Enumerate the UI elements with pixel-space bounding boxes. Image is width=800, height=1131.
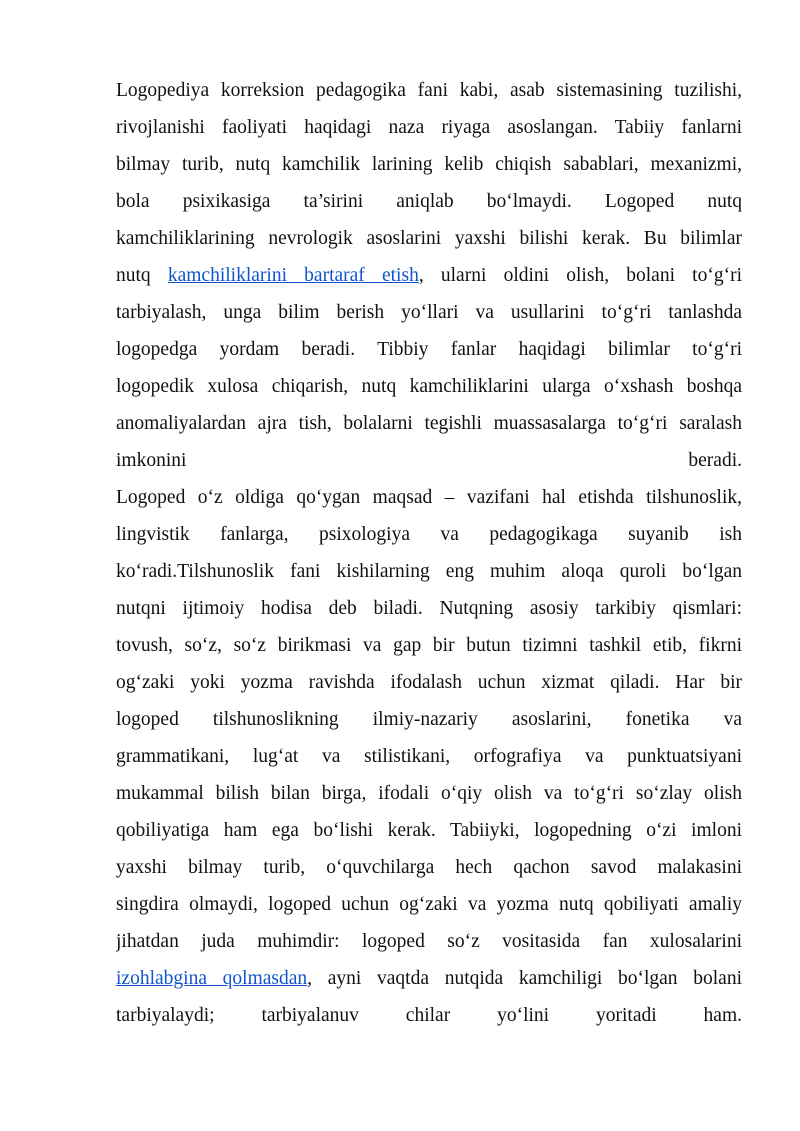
paragraph-1-line-4: bola psixikasiga ta’sirini aniqlab bo‘lmaydi. Logoped nutq bbox=[116, 191, 742, 212]
paragraph-2-line-4: nutqni ijtimoiy hodisa deb biladi. Nutqning asosiy tarkibiy qismlari: bbox=[116, 598, 742, 619]
paragraph-2-line-6: og‘zaki yoki yozma ravishda ifodalash uchun xizmat qiladi. Har bir bbox=[116, 672, 742, 693]
paragraph-2-line-13: jihatdan juda muhimdir: logoped so‘z vositasida fan xulosalarini bbox=[116, 931, 742, 952]
paragraph-2-line-15: tarbiyalaydi; tarbiyalanuv chilar yo‘lini yoritadi ham. bbox=[116, 1005, 742, 1026]
document-body bbox=[116, 72, 742, 1034]
paragraph-2-line-9: mukammal bilish bilan birga, ifodali o‘qiy olish va to‘g‘ri so‘zlay olish bbox=[116, 783, 742, 804]
paragraph-2-line-7: logoped tilshunoslikning ilmiy-nazariy asoslarini, fonetika va bbox=[116, 709, 742, 730]
paragraph-1-line-5: kamchiliklarining nevrologik asoslarini yaxshi bilishi kerak. Bu bilimlar bbox=[116, 228, 742, 249]
line-6-suffix: , ularni oldini olish, bolani to‘g‘ri bbox=[418, 265, 742, 286]
paragraph-1-line-7: tarbiyalash, unga bilim berish yo‘llari va usullarini to‘g‘ri tanlashda bbox=[116, 302, 742, 323]
paragraph-1-line-6 bbox=[116, 257, 742, 294]
paragraph-2-line-14 bbox=[116, 960, 742, 997]
line-14-suffix: , ayni vaqtda nutqida kamchiligi bo‘lgan bolani bbox=[307, 968, 742, 989]
link-izohlabgina-qolmasdan[interactable]: izohlabgina qolmasdan bbox=[116, 968, 308, 989]
paragraph-2-line-2: lingvistik fanlarga, psixologiya va pedagogikaga suyanib ish bbox=[116, 524, 742, 545]
paragraph-1-line-1: Logopediya korreksion pedagogika fani kabi, asab sistemasining tuzilishi, bbox=[116, 80, 742, 101]
paragraph-1-line-3: bilmay turib, nutq kamchilik larining kelib chiqish sabablari, mexanizmi, bbox=[116, 154, 742, 175]
paragraph-2-line-8: grammatikani, lug‘at va stilistikani, orfografiya va punktuatsiyani bbox=[116, 746, 742, 767]
paragraph-2-line-11: yaxshi bilmay turib, o‘quvchilarga hech qachon savod malakasini bbox=[116, 857, 742, 878]
paragraph-1-line-11: imkonini beradi. bbox=[116, 450, 742, 471]
paragraph-2-line-12: singdira olmaydi, logoped uchun og‘zaki va yozma nutq qobiliyati amaliy bbox=[116, 894, 742, 915]
link-kamchiliklarini-bartaraf-etish[interactable]: kamchiliklarini bartaraf etish bbox=[167, 265, 419, 286]
paragraph-1-line-10: anomaliyalardan ajra tish, bolalarni tegishli muassasalarga to‘g‘ri saralash bbox=[116, 413, 742, 434]
paragraph-1-line-9: logopedik xulosa chiqarish, nutq kamchiliklarini ularga o‘xshash boshqa bbox=[116, 376, 742, 397]
paragraph-1-line-2: rivojlanishi faoliyati haqidagi naza riyaga asoslangan. Tabiiy fanlarni bbox=[116, 117, 742, 138]
line-6-prefix: nutq bbox=[116, 265, 168, 286]
paragraph-2-line-1: Logoped o‘z oldiga qo‘ygan maqsad – vazifani hal etishda tilshunoslik, bbox=[116, 487, 742, 508]
paragraph-2-line-3: ko‘radi.Tilshunoslik fani kishilarning eng muhim aloqa quroli bo‘lgan bbox=[116, 561, 742, 582]
paragraph-1-line-8: logopedga yordam beradi. Tibbiy fanlar haqidagi bilimlar to‘g‘ri bbox=[116, 339, 742, 360]
paragraph-2-line-5: tovush, so‘z, so‘z birikmasi va gap bir butun tizimni tashkil etib, fikrni bbox=[116, 635, 742, 656]
paragraph-2-line-10: qobiliyatiga ham ega bo‘lishi kerak. Tabiiyki, logopedning o‘zi imloni bbox=[116, 820, 742, 841]
